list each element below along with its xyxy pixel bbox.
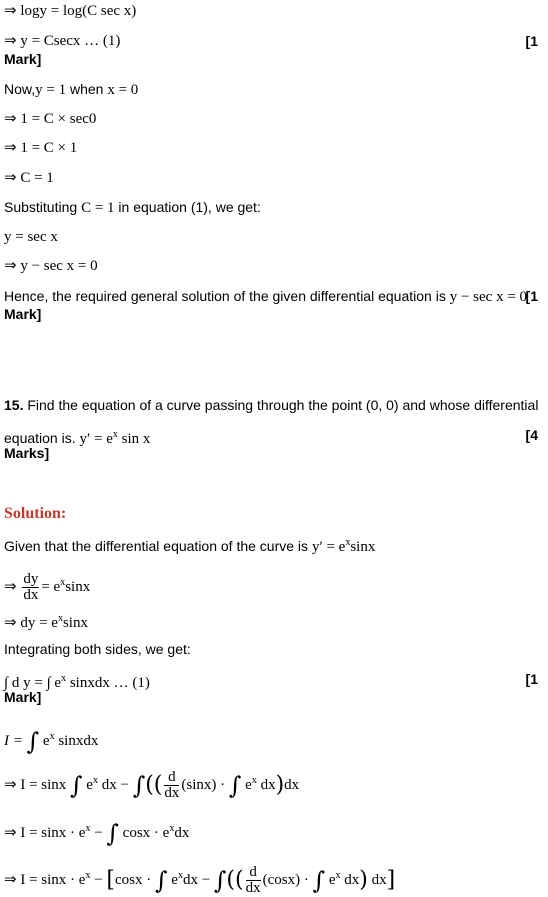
superscript: x xyxy=(85,823,91,834)
superscript: x xyxy=(57,613,63,624)
step-substituting xyxy=(4,198,261,217)
text: Substituting xyxy=(4,199,82,215)
superscript: x xyxy=(177,870,183,881)
superscript: x xyxy=(92,775,98,786)
superscript: x xyxy=(85,870,91,881)
implies-symbol: ⇒ xyxy=(4,579,17,595)
superscript: x xyxy=(251,775,257,786)
math: C = 1 xyxy=(81,200,115,216)
text: in equation (1), we get: xyxy=(114,199,261,215)
math-part: e xyxy=(245,777,252,793)
denominator: dx xyxy=(245,880,261,897)
math-part: sinx xyxy=(65,579,91,595)
solution-given xyxy=(4,534,375,556)
mark-label: Mark] xyxy=(4,51,42,67)
paren-open: ( xyxy=(145,772,154,798)
solution-I-def xyxy=(4,722,98,756)
math-part: cosx · e xyxy=(118,825,170,841)
math xyxy=(80,431,151,447)
question-text xyxy=(4,396,538,414)
step-y-minus-secx: ⇒ y − sec x = 0 xyxy=(4,258,98,274)
math-part: dx xyxy=(367,872,387,888)
fraction-dy-dx xyxy=(22,572,39,603)
math-part: sinx xyxy=(62,615,88,631)
mark-label: Mark] xyxy=(4,306,42,322)
text: Given that the differential equation of the curve is xyxy=(4,538,312,554)
numerator: d xyxy=(164,770,179,786)
fraction-d-dx xyxy=(164,770,179,801)
solution-dy xyxy=(4,610,88,632)
superscript: x xyxy=(335,870,341,881)
integral-icon: ∫ xyxy=(26,727,40,756)
integral-icon: ∫ xyxy=(70,771,83,800)
integral-icon: ∫ xyxy=(312,866,326,895)
integral-icon: ∫ xyxy=(213,866,227,895)
math-part: ⇒ I = sinx xyxy=(4,777,71,793)
denominator: dx xyxy=(23,587,39,604)
step-c-equals-1: ⇒ C = 1 xyxy=(4,170,54,186)
math-part: (cosx) · xyxy=(262,872,313,888)
paren-close: ) xyxy=(359,867,368,893)
integral-icon: ∫ xyxy=(106,819,119,848)
mark-label: [1 xyxy=(525,288,538,304)
math-part: dx xyxy=(284,777,300,793)
bracket-close: ] xyxy=(386,867,396,893)
solution-integrating: Integrating both sides, we get: xyxy=(4,641,191,657)
math-part: e xyxy=(167,872,178,888)
math: y − sec x = 0 xyxy=(449,289,528,305)
math-part: I = xyxy=(4,733,27,749)
math: x = 0 xyxy=(107,82,139,98)
math: y = 1 xyxy=(35,82,67,98)
step-sec0: ⇒ 1 = C × sec0 xyxy=(4,111,97,127)
text: equation is. xyxy=(4,430,80,446)
solution-step-final xyxy=(4,860,395,897)
mark-label: [1 xyxy=(525,671,538,687)
fraction-d-dx xyxy=(246,865,261,896)
solution-heading: Solution: xyxy=(4,505,67,522)
math-part: ⇒ I = sinx · e xyxy=(4,872,86,888)
math-part: sin x xyxy=(117,431,151,447)
math-part: − xyxy=(90,872,107,888)
mark-label: [1 xyxy=(525,33,538,49)
math-part: = e xyxy=(41,579,61,595)
math-part: dx xyxy=(340,872,360,888)
paren-open: ( xyxy=(153,772,163,798)
step-now xyxy=(4,80,138,99)
superscript: x xyxy=(169,823,175,834)
math-part: cosx · xyxy=(115,872,155,888)
math-part: e xyxy=(86,777,93,793)
math-part: − xyxy=(90,825,107,841)
integral-icon: ∫ xyxy=(155,866,168,895)
math-part: dx − xyxy=(97,777,133,793)
text: Now, xyxy=(4,81,36,97)
step-y-csecx: ⇒ y = Csecx … (1) xyxy=(4,33,121,49)
mark-label: Marks] xyxy=(4,445,50,461)
text: Find the equation of a curve passing through the point (0, 0) and whose differential xyxy=(23,397,539,413)
mark-label: Mark] xyxy=(4,689,42,705)
math-part: (sinx) · xyxy=(181,777,229,793)
math-part: sinxdx xyxy=(54,733,99,749)
text: Hence, the required general solution of the given differential equation is xyxy=(4,288,450,304)
step-y-secx: y = sec x xyxy=(4,229,58,245)
solution-by-parts xyxy=(4,764,299,803)
math-part: dx xyxy=(174,825,190,841)
math-part: dx − xyxy=(182,872,214,888)
solution-step-cos xyxy=(4,814,189,848)
math-part: ⇒ I = sinx · e xyxy=(4,825,86,841)
math-part: e xyxy=(42,733,50,749)
step-c-times-1: ⇒ 1 = C × 1 xyxy=(4,140,78,156)
math-part: dx xyxy=(256,777,276,793)
integral-icon: ∫ xyxy=(228,771,242,800)
step-hence xyxy=(4,287,527,306)
superscript: x xyxy=(61,673,67,684)
denominator: dx xyxy=(164,785,180,802)
paren-close: ) xyxy=(275,772,285,798)
paren-open: ( xyxy=(226,867,236,893)
text: when xyxy=(66,81,108,97)
paren-open: ( xyxy=(235,867,244,893)
superscript: x xyxy=(345,537,351,548)
math-part: y′ = e xyxy=(311,539,346,555)
question-number: 15. xyxy=(4,397,24,413)
solution-dydx xyxy=(4,566,90,604)
mark-label: [4 xyxy=(525,427,538,443)
superscript: x xyxy=(49,731,55,742)
step-log: ⇒ logy = log(C sec x) xyxy=(4,3,137,19)
math-part: sinx xyxy=(350,539,376,555)
math-part: sinxdx … (1) xyxy=(66,675,150,691)
math-part: ⇒ dy = e xyxy=(4,615,58,631)
numerator: d xyxy=(246,865,261,881)
math-part: y′ = e xyxy=(79,431,113,447)
numerator: dy xyxy=(23,571,39,588)
math xyxy=(312,539,375,555)
superscript: x xyxy=(112,429,118,440)
integral-icon: ∫ xyxy=(132,771,146,800)
math-part: e xyxy=(325,872,336,888)
superscript: x xyxy=(60,577,66,588)
bracket-open: [ xyxy=(106,867,115,893)
math-part: ∫ d y = ∫ e xyxy=(4,675,62,691)
